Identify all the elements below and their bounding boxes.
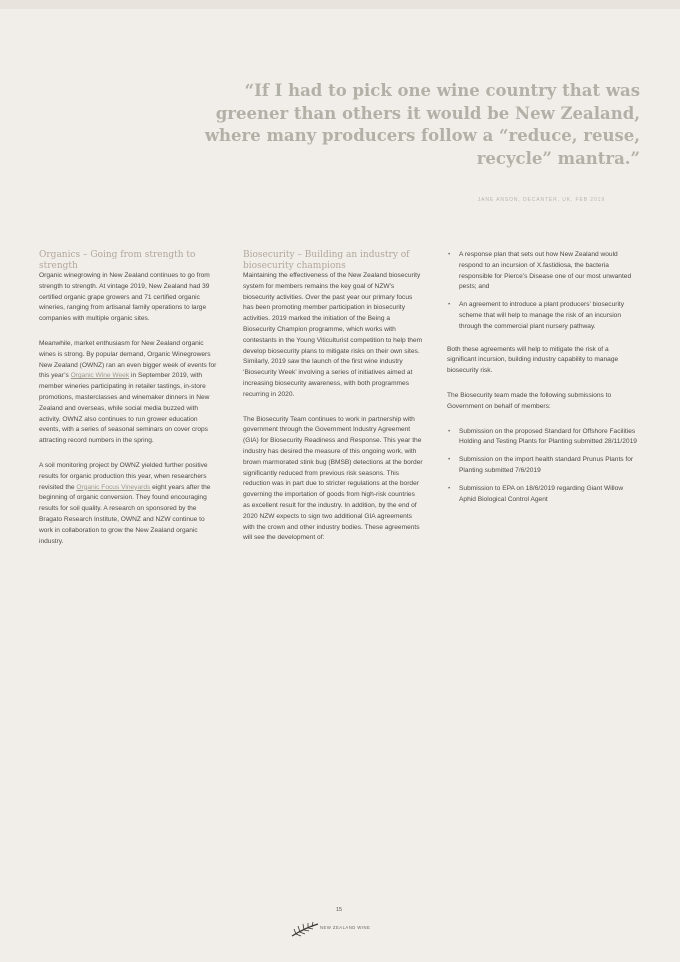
- column-agreements: [447, 250, 639, 517]
- column-organics: [39, 250, 217, 561]
- quote-attribution: JANE ANSON, DECANTER, UK, FEB 2019: [477, 197, 605, 203]
- pull-quote: “If I had to pick one wine country that was greener than others it would be New Zealand, where many producers follow a “reduce, reuse, recycle” mantra.”: [204, 81, 640, 168]
- submissions-list: [447, 427, 639, 506]
- list-item: • Submission on the proposed Standard for Offshore Facilities Holding and Testing Plants for Planting submitted 28/11/2019: [459, 427, 639, 449]
- organic-focus-vineyards-link[interactable]: Organic Focus Vineyards: [76, 483, 151, 491]
- list-item: • An agreement to introduce a plant producers’ biosecurity scheme that will help to manage the risk of an incursion through the commercial plant nursery pathway.: [459, 300, 639, 332]
- top-band: [0, 0, 680, 9]
- page-number: 15: [335, 907, 343, 913]
- biosecurity-paragraph-1: Maintaining the effectiveness of the New Zealand biosecurity system for members remains the key goal of NZW’s biosecurity activities. Over the past year our primary focus has been promoting member participation in biosecurity activities. 2019 marked the initiation of the Being a Biosecurity Champion programme, which works with contestants in the Young Viticulturist competition to help them develop biosecurity plans to mitigate risks on their own sites. Similarly, 2019 saw the launch of the first wine industry ‘Biosecurity Week’ involving a series of initiatives aimed at increasing biosecurity awareness, with both programmes recurring in 2020.: [243, 272, 423, 398]
- list-item: • A response plan that sets out how New Zealand would respond to an incursion of X.fastidiosa, the bacteria responsible for Pierce’s Disease one of our most unwanted pests; and: [459, 250, 639, 293]
- organics-paragraph-3: [39, 461, 217, 547]
- column-biosecurity: [243, 250, 423, 558]
- organics-paragraph-1: Organic winegrowing in New Zealand continues to go from strength to strength. At vintage 2019, New Zealand had 39 certified organic grape growers and 71 certified organic wineries, ranging from artisanal family operations to large companies with multiple organic sites.: [39, 272, 210, 323]
- text-run: in September 2019, with member wineries participating in retailer tastings, in-store promotions, masterclasses and winemaker dinners in New Zealand and overseas, while social media buzzed with activity. OWNZ also continues to run grower education events, with a series of seasonal seminars on cover crops attracting record numbers in the spring.: [39, 372, 210, 445]
- logo-wordmark: NEW ZEALAND WINE: [320, 925, 371, 930]
- text-run: A soil monitoring project by OWNZ yielded further positive results for organic production this year, when researchers revisited the: [39, 461, 208, 491]
- list-item: • Submission to EPA on 18/6/2019 regarding Giant Willow Aphid Biological Control Agent: [459, 484, 639, 506]
- text-run: eight years after the beginning of organic conversion. They found encouraging results for soil quality. A research on sponsored by the Bragato Research Institute, OWNZ and NZW continue to work in collaboration to grow the New Zealand organic industry.: [39, 483, 211, 545]
- text-run: Meanwhile, market enthusiasm for New Zealand organic wines is strong. By popular demand, Organic Winegrowers New Zealand (OWNZ) ran an even bigger week of events for this year’s: [39, 339, 217, 380]
- organic-wine-week-link[interactable]: Organic Wine Week: [70, 372, 130, 380]
- biosecurity-paragraph-2: The Biosecurity Team continues to work in partnership with government through the Government Industry Agreement (GIA) for Biosecurity Readiness and Response. This year the industry has desired the measure of this ongoing work, with brown marmorated stink bug (BMSB) detections at the border significantly reduced from previous risk seasons. This reduction was in part due to stricter regulations at the border governing the importation of goods from high-risk countries as excellent result for the industry. In addition, by the end of 2020 NZW expects to sign two additional GIA agreements with the crown and other industry bodies. These agreements will see the development of:: [243, 415, 423, 542]
- organics-paragraph-2: [39, 339, 217, 447]
- biosecurity-heading: Biosecurity – Building an industry of biosecurity champions: [243, 250, 410, 271]
- organics-heading: Organics – Going from strength to strength: [39, 250, 196, 271]
- submissions-intro: The Biosecurity team made the following submissions to Government on behalf of members:: [447, 391, 612, 410]
- agreements-paragraph: Both these agreements will help to mitigate the risk of a significant incursion, building industry capability to manage biosecurity risk.: [447, 345, 619, 375]
- list-item: • Submission on the import health standard Prunus Plants for Planting submitted 7/6/2019: [459, 455, 639, 477]
- agreements-list: [447, 250, 639, 333]
